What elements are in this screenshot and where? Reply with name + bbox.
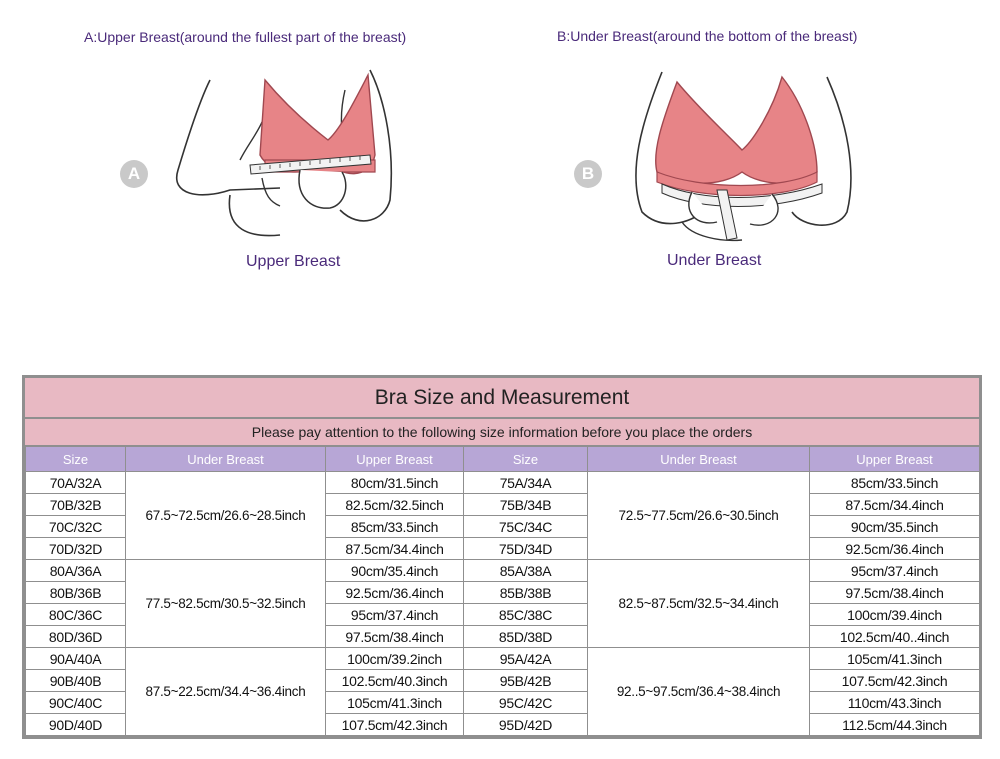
size-cell: 90D/40D: [26, 714, 126, 736]
upper-breast-cell: 85cm/33.5inch: [326, 516, 464, 538]
figure-a-badge: A: [120, 160, 148, 188]
figure-b-badge: B: [574, 160, 602, 188]
upper-breast-cell: 105cm/41.3inch: [810, 648, 980, 670]
upper-breast-cell: 92.5cm/36.4inch: [810, 538, 980, 560]
size-cell: 85C/38C: [464, 604, 588, 626]
table-row: [26, 560, 980, 582]
upper-breast-cell: 97.5cm/38.4inch: [810, 582, 980, 604]
table-row: [26, 472, 980, 494]
size-cell: 85B/38B: [464, 582, 588, 604]
header-under-right: Under Breast: [588, 447, 810, 472]
size-cell: 85A/38A: [464, 560, 588, 582]
upper-breast-cell: 110cm/43.3inch: [810, 692, 980, 714]
size-cell: 90C/40C: [26, 692, 126, 714]
under-breast-range: 87.5~22.5cm/34.4~36.4inch: [126, 648, 326, 736]
header-size-left: Size: [26, 447, 126, 472]
header-upper-right: Upper Breast: [810, 447, 980, 472]
size-cell: 80B/36B: [26, 582, 126, 604]
header-size-right: Size: [464, 447, 588, 472]
upper-breast-cell: 85cm/33.5inch: [810, 472, 980, 494]
size-cell: 75C/34C: [464, 516, 588, 538]
upper-breast-cell: 90cm/35.4inch: [326, 560, 464, 582]
size-cell: 95B/42B: [464, 670, 588, 692]
upper-breast-cell: 97.5cm/38.4inch: [326, 626, 464, 648]
bra-size-table: [22, 375, 982, 739]
table-title: Bra Size and Measurement: [25, 378, 979, 419]
table-row: [26, 648, 980, 670]
figure-b-caption: B:Under Breast(around the bottom of the breast): [557, 28, 858, 44]
upper-breast-cell: 100cm/39.4inch: [810, 604, 980, 626]
size-cell: 95C/42C: [464, 692, 588, 714]
size-cell: 80A/36A: [26, 560, 126, 582]
under-breast-range: 77.5~82.5cm/30.5~32.5inch: [126, 560, 326, 648]
upper-breast-cell: 87.5cm/34.4inch: [810, 494, 980, 516]
under-breast-range: 92..5~97.5cm/36.4~38.4inch: [588, 648, 810, 736]
upper-breast-cell: 102.5cm/40..4inch: [810, 626, 980, 648]
size-grid: [25, 447, 980, 736]
upper-breast-cell: 100cm/39.2inch: [326, 648, 464, 670]
table-header-row: [26, 447, 980, 472]
table-notice: Please pay attention to the following size information before you place the orders: [25, 419, 979, 447]
under-breast-label: Under Breast: [667, 252, 762, 269]
size-cell: 70A/32A: [26, 472, 126, 494]
upper-breast-cell: 80cm/31.5inch: [326, 472, 464, 494]
size-cell: 85D/38D: [464, 626, 588, 648]
header-upper-left: Upper Breast: [326, 447, 464, 472]
size-cell: 80D/36D: [26, 626, 126, 648]
size-cell: 80C/36C: [26, 604, 126, 626]
size-cell: 75A/34A: [464, 472, 588, 494]
upper-breast-cell: 87.5cm/34.4inch: [326, 538, 464, 560]
upper-breast-cell: 95cm/37.4inch: [326, 604, 464, 626]
size-cell: 95A/42A: [464, 648, 588, 670]
upper-breast-cell: 92.5cm/36.4inch: [326, 582, 464, 604]
header-under-left: Under Breast: [126, 447, 326, 472]
under-breast-range: 82.5~87.5cm/32.5~34.4inch: [588, 560, 810, 648]
upper-breast-cell: 102.5cm/40.3inch: [326, 670, 464, 692]
upper-breast-cell: 105cm/41.3inch: [326, 692, 464, 714]
size-cell: 95D/42D: [464, 714, 588, 736]
upper-breast-illustration: [170, 60, 410, 250]
size-cell: 70B/32B: [26, 494, 126, 516]
size-cell: 90A/40A: [26, 648, 126, 670]
upper-breast-cell: 95cm/37.4inch: [810, 560, 980, 582]
size-cell: 75B/34B: [464, 494, 588, 516]
upper-breast-cell: 112.5cm/44.3inch: [810, 714, 980, 736]
size-cell: 75D/34D: [464, 538, 588, 560]
upper-breast-cell: 82.5cm/32.5inch: [326, 494, 464, 516]
under-breast-range: 72.5~77.5cm/26.6~30.5inch: [588, 472, 810, 560]
size-cell: 70D/32D: [26, 538, 126, 560]
upper-breast-cell: 90cm/35.5inch: [810, 516, 980, 538]
under-breast-illustration: [622, 62, 862, 252]
upper-breast-cell: 107.5cm/42.3inch: [810, 670, 980, 692]
under-breast-range: 67.5~72.5cm/26.6~28.5inch: [126, 472, 326, 560]
upper-breast-label: Upper Breast: [246, 253, 341, 270]
figure-a-caption: A:Upper Breast(around the fullest part of the breast): [84, 29, 407, 45]
upper-breast-cell: 107.5cm/42.3inch: [326, 714, 464, 736]
size-cell: 70C/32C: [26, 516, 126, 538]
size-cell: 90B/40B: [26, 670, 126, 692]
